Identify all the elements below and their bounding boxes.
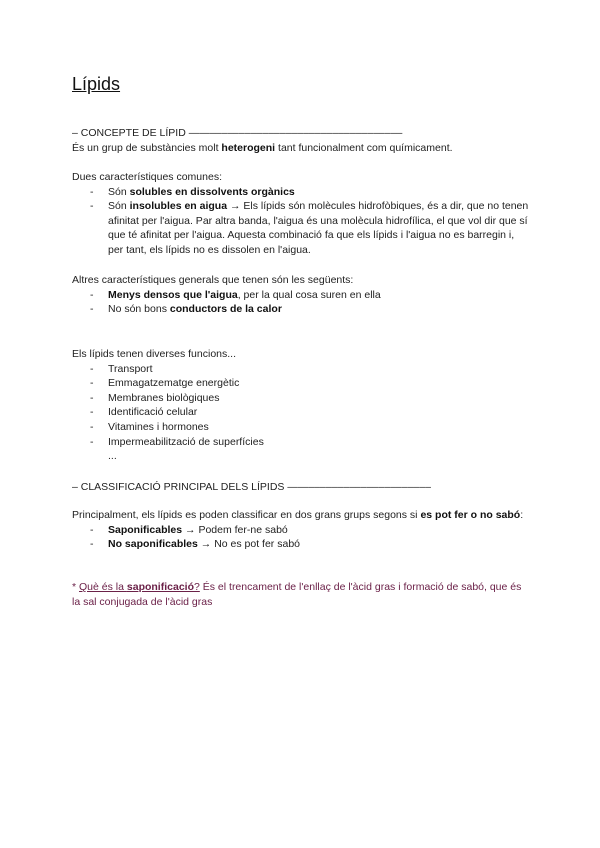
item-text-end: → Podem fer-ne sabó (182, 523, 288, 536)
definition-bold: heterogeni (221, 141, 276, 154)
list-item: - Impermeabilització de superfícies (72, 435, 532, 450)
classification-body (72, 508, 532, 552)
note-question: Què és la (79, 581, 127, 593)
section-concepte (72, 126, 532, 155)
section-heading-classificacio: – CLASSIFICACIÓ PRINCIPAL DELS LÍPIDS ——––––––––––––––––––––– (72, 481, 431, 493)
note-question-bold: saponificació (126, 581, 194, 593)
item-text-end: , per la qual cosa suren en ella (237, 288, 381, 301)
item-text: Són (108, 200, 130, 213)
list-item: - Identificació celular (72, 405, 532, 420)
list-item (72, 288, 532, 303)
other-intro: Altres característiques generals que tenen són les següents: (72, 274, 354, 286)
saponification-note (72, 580, 532, 609)
item-bold: conductors de la calor (169, 303, 282, 316)
item-bold: Menys densos que l'aigua (108, 288, 238, 301)
classification-paragraph (72, 508, 532, 523)
functions-list (72, 362, 532, 464)
item-text-end: → No es pot fer sabó (197, 538, 300, 551)
note-paragraph (72, 580, 532, 609)
list-item (72, 537, 532, 552)
item-bold: No saponificables (108, 538, 198, 551)
paragraph-text: Principalment, els lípids es poden classificar en dos grans grups segons si (72, 509, 421, 521)
list-item: - Transport (72, 362, 532, 377)
list-item (72, 523, 532, 538)
paragraph-bold: es pot fer o no sabó (420, 509, 521, 521)
list-item: - Emmagatzematge energètic (72, 376, 532, 391)
list-item: - Vitamines i hormones (72, 420, 532, 435)
common-characteristics (72, 170, 532, 258)
item-bold: insolubles en aigua (129, 200, 228, 213)
common-list (72, 185, 532, 258)
note-question-mark: ? (194, 581, 200, 593)
note-answer: És el trencament de l'enllaç de l'àcid gras i formació de sabó, que és la sal conjugada de l'àcid gras (72, 581, 522, 608)
list-item-ellipsis: ... (108, 450, 117, 463)
item-text: Són (108, 185, 130, 198)
paragraph-text-end: : (520, 509, 524, 521)
list-item (72, 199, 532, 257)
other-list (72, 288, 532, 317)
item-text: No són bons (108, 303, 170, 316)
list-item (72, 302, 532, 317)
classification-list (72, 523, 532, 552)
functions-section (72, 347, 532, 464)
definition-paragraph (72, 141, 532, 156)
list-item: - Membranes biològiques (72, 391, 532, 406)
definition-text: És un grup de substàncies molt (72, 141, 222, 154)
item-bold: solubles en dissolvents orgànics (129, 185, 295, 198)
section-heading-concepte: – CONCEPTE DE LÍPID ——––––––––––––––––––––––––––––––––– (72, 127, 403, 139)
definition-text-end: tant funcionalment com químicament. (275, 141, 453, 154)
section-classificacio (72, 480, 532, 495)
common-intro: Dues característiques comunes: (72, 171, 222, 183)
item-text-end: → Els lípids són molècules hidrofòbiques, és a dir, que no tenen afinitat per l'aigua. Par altra banda, l'aigua és una molècula hidrofílica, el que vol dir que sí que té afinitat per l'aigua. Aquesta combinació fa que els lípids i l'aigua no es barregin i, per tant, els lípids no es dissolen en l'aigua. (108, 200, 529, 256)
note-star: * (72, 581, 80, 593)
functions-intro: Els lípids tenen diverses funcions... (72, 348, 237, 360)
page-title: Lípids (72, 74, 121, 94)
other-characteristics (72, 273, 532, 317)
list-item (72, 185, 532, 200)
item-bold: Saponificables (108, 523, 183, 536)
